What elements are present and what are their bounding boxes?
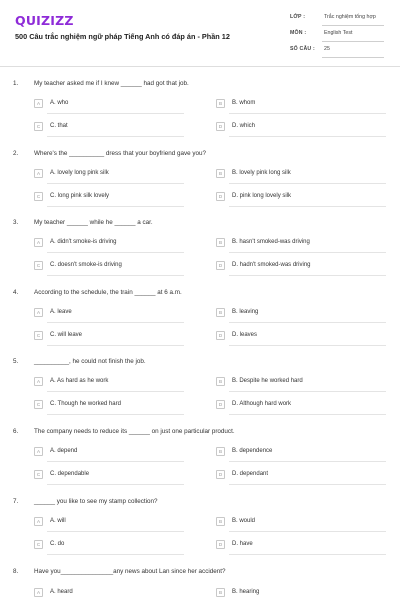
option-d[interactable] [216,540,386,552]
option-underline [47,275,184,276]
meta-label: LỚP : [290,14,306,20]
option-underline [47,531,184,532]
option-text: B. hasn't smoked-was driving [232,239,310,245]
option-underline [47,391,184,392]
option-underline [229,461,386,462]
option-text: B. leaving [232,309,259,315]
option-text: A. didn't smoke-is driving [50,239,117,245]
question-number: 8. [13,568,19,575]
option-letter-box: A [34,308,43,317]
option-underline [229,484,386,485]
question-number: 6. [13,428,19,435]
option-underline [229,531,386,532]
option-underline [47,322,184,323]
option-underline [47,113,184,114]
question-number: 5. [13,358,19,365]
option-letter-box: D [216,331,225,340]
option-d[interactable] [216,122,386,134]
option-letter-box: C [34,261,43,270]
option-underline [229,206,386,207]
option-a[interactable] [34,517,184,529]
option-text: B. lovely pink long silk [232,170,291,176]
option-b[interactable] [216,308,386,320]
option-underline [229,113,386,114]
option-text: C. that [50,123,68,129]
option-underline [229,183,386,184]
meta-divider [322,57,384,58]
option-c[interactable] [34,400,184,412]
option-text: D. have [232,541,253,547]
option-text: A. lovely long pink silk [50,170,109,176]
worksheet-title: 500 Câu trắc nghiệm ngữ pháp Tiếng Anh có đáp án - Phần 12 [15,32,230,41]
question-number: 7. [13,498,19,505]
option-c[interactable] [34,122,184,134]
option-letter-box: B [216,447,225,456]
option-a[interactable] [34,238,184,250]
option-letter-box: D [216,261,225,270]
meta-row-class [288,11,388,26]
option-text: B. would [232,518,256,524]
option-letter-box: B [216,238,225,247]
option-text: D. hadn't smoked-was driving [232,262,311,268]
option-d[interactable] [216,400,386,412]
option-text: A. As hard as he work [50,378,109,384]
option-letter-box: A [34,169,43,178]
option-text: C. doesn't smoke-is driving [50,262,122,268]
option-letter-box: B [216,169,225,178]
question-8 [0,568,400,600]
option-letter-box: A [34,99,43,108]
question-3 [0,219,400,289]
option-underline [229,414,386,415]
question-text: ______ you like to see my stamp collection? [34,498,158,505]
option-underline [229,136,386,137]
option-a[interactable] [34,447,184,459]
option-letter-box: D [216,470,225,479]
option-letter-box: C [34,540,43,549]
option-a[interactable] [34,99,184,111]
option-letter-box: A [34,377,43,386]
option-letter-box: B [216,588,225,597]
option-c[interactable] [34,540,184,552]
option-letter-box: D [216,400,225,409]
option-underline [47,554,184,555]
option-underline [229,554,386,555]
option-underline [47,206,184,207]
option-underline [47,345,184,346]
quizizz-logo: QUIZIZZ [15,13,74,28]
option-b[interactable] [216,377,386,389]
option-letter-box: C [34,192,43,201]
option-text: C. long pink silk lovely [50,193,110,199]
option-letter-box: C [34,122,43,131]
option-underline [47,414,184,415]
option-letter-box: A [34,588,43,597]
option-letter-box: D [216,192,225,201]
option-letter-box: A [34,447,43,456]
option-d[interactable] [216,331,386,343]
option-a[interactable] [34,169,184,181]
option-letter-box: C [34,331,43,340]
option-a[interactable] [34,377,184,389]
option-text: A. leave [50,309,72,315]
question-number: 4. [13,289,19,296]
meta-label: MÔN : [290,30,307,36]
option-letter-box: B [216,308,225,317]
meta-value: 25 [324,46,330,52]
option-underline [47,136,184,137]
option-text: B. hearing [232,589,260,595]
option-a[interactable] [34,308,184,320]
question-text: My teacher ______ while he ______ a car. [34,219,153,226]
option-text: B. Despite he worked hard [232,378,303,384]
header-divider [0,66,400,67]
option-b[interactable] [216,588,386,600]
option-b[interactable] [216,169,386,181]
option-underline [229,391,386,392]
option-text: C. Though he worked hard [50,401,121,407]
option-text: B. whom [232,100,256,106]
option-b[interactable] [216,447,386,459]
question-4 [0,289,400,359]
option-a[interactable] [34,588,184,600]
question-5 [0,358,400,428]
option-d[interactable] [216,470,386,482]
meta-divider [322,41,384,42]
option-text: C. do [50,541,65,547]
option-letter-box: B [216,517,225,526]
worksheet-header [0,0,400,64]
option-underline [47,461,184,462]
option-d[interactable] [216,192,386,204]
option-text: A. who [50,100,69,106]
question-number: 2. [13,150,19,157]
option-underline [47,183,184,184]
meta-row-count [288,43,388,58]
option-b[interactable] [216,238,386,250]
option-underline [229,252,386,253]
meta-value: English Test [324,30,353,36]
question-number: 1. [13,80,19,87]
question-text: Have you_______________any news about Lan since her accident? [34,568,226,575]
question-text: According to the schedule, the train ______ at 6 a.m. [34,289,182,296]
option-text: A. will [50,518,66,524]
question-number: 3. [13,219,19,226]
question-text: Where's the __________ dress that your boyfriend gave you? [34,150,207,157]
option-underline [229,345,386,346]
meta-label: SỐ CÂU : [290,46,315,52]
option-letter-box: B [216,377,225,386]
option-b[interactable] [216,99,386,111]
question-1 [0,80,400,150]
option-text: D. which [232,123,256,129]
option-c[interactable] [34,331,184,343]
option-underline [47,252,184,253]
question-7 [0,498,400,568]
option-text: D. pink long lovely silk [232,193,292,199]
meta-row-subject [288,27,388,42]
question-text: The company needs to reduce its ______ on just one particular product. [34,428,235,435]
option-d[interactable] [216,261,386,273]
option-underline [229,322,386,323]
meta-value: Trắc nghiệm tổng hợp [324,14,376,20]
option-c[interactable] [34,261,184,273]
option-text: D. Although hard work [232,401,292,407]
option-text: C. will leave [50,332,83,338]
option-text: A. heard [50,589,73,595]
option-text: D. leaves [232,332,258,338]
option-letter-box: C [34,470,43,479]
question-text: __________, he could not finish the job. [34,358,146,365]
option-text: C. dependable [50,471,90,477]
meta-divider [322,25,384,26]
option-c[interactable] [34,470,184,482]
option-b[interactable] [216,517,386,529]
option-text: B. dependence [232,448,273,454]
option-letter-box: A [34,517,43,526]
option-underline [229,275,386,276]
option-c[interactable] [34,192,184,204]
option-letter-box: D [216,122,225,131]
question-text: My teacher asked me if I knew ______ had got that job. [34,80,189,87]
option-letter-box: C [34,400,43,409]
option-underline [47,484,184,485]
option-text: A. depend [50,448,78,454]
option-letter-box: D [216,540,225,549]
question-6 [0,428,400,498]
option-text: D. dependant [232,471,269,477]
option-letter-box: B [216,99,225,108]
option-letter-box: A [34,238,43,247]
question-2 [0,150,400,220]
